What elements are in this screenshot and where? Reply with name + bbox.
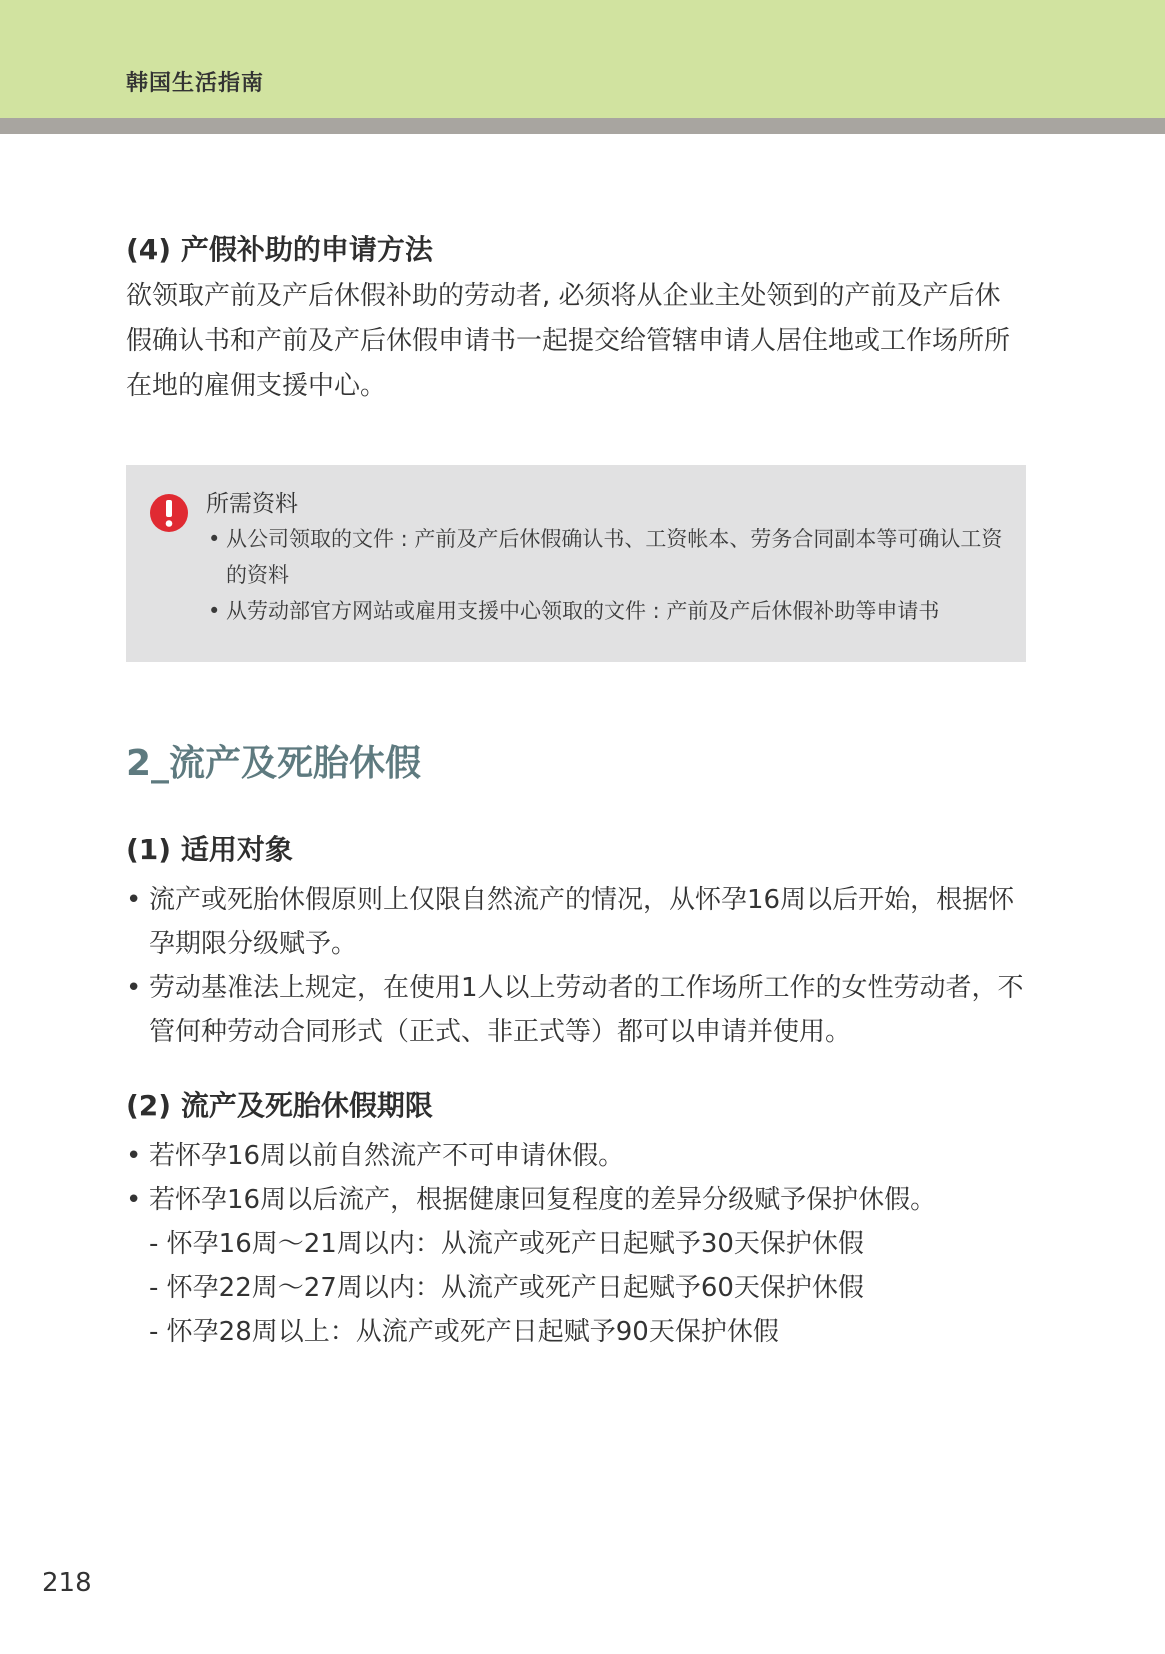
sub-2-bullets [126,1134,1026,1222]
sub-2-heading: (2) 流产及死胎休假期限 [126,1089,433,1122]
detail-item: - 怀孕22周～27周以内：从流产或死产日起赋予60天保护休假 [149,1273,864,1303]
header-title: 韩国生活指南 [126,71,265,96]
detail-item: - 怀孕16周～21周以内：从流产或死产日起赋予30天保护休假 [149,1229,864,1259]
note-title: 所需资料 [206,491,298,517]
bullet-item: • 流产或死胎休假原则上仅限自然流产的情况，从怀孕16周以后开始，根据怀孕期限分级赋予。 [126,878,1026,966]
detail-item: - 怀孕28周以上：从流产或死产日起赋予90天保护休假 [149,1317,779,1347]
note-item: • 从公司领取的文件 : 产前及产后休假确认书、工资帐本、劳务合同副本等可确认工资的资料 [206,521,1016,593]
page-header [0,0,1165,118]
bullet-item: • 若怀孕16周以前自然流产不可申请休假。 [126,1134,1026,1178]
page-number: 218 [42,1568,92,1598]
page-content [126,228,1026,1354]
section-4-heading: (4) 产假补助的申请方法 [126,233,433,266]
note-item: • 从劳动部官方网站或雇用支援中心领取的文件 : 产前及产后休假补助等申请书 [206,593,1016,629]
section-4-body: 欲领取产前及产后休假补助的劳动者, 必须将从企业主处领到的产前及产后休假确认书和产前及产后休假申请书一起提交给管辖申请人居住地或工作场所所在地的雇佣支援中心。 [126,281,1011,401]
sub-1-heading: (1) 适用对象 [126,833,293,866]
bullet-item: • 劳动基准法上规定，在使用1人以上劳动者的工作场所工作的女性劳动者，不管何种劳动合同形式（正式、非正式等）都可以申请并使用。 [126,966,1026,1054]
note-list [206,521,1016,629]
header-divider [0,118,1165,134]
sub-1-bullets [126,878,1026,1054]
bullet-item: • 若怀孕16周以后流产，根据健康回复程度的差异分级赋予保护休假。 [126,1178,1026,1222]
required-documents-box [126,465,1026,662]
exclamation-icon [149,493,189,533]
leave-period-details [126,1222,1026,1354]
chapter-title: 2_流产及死胎休假 [126,743,422,784]
